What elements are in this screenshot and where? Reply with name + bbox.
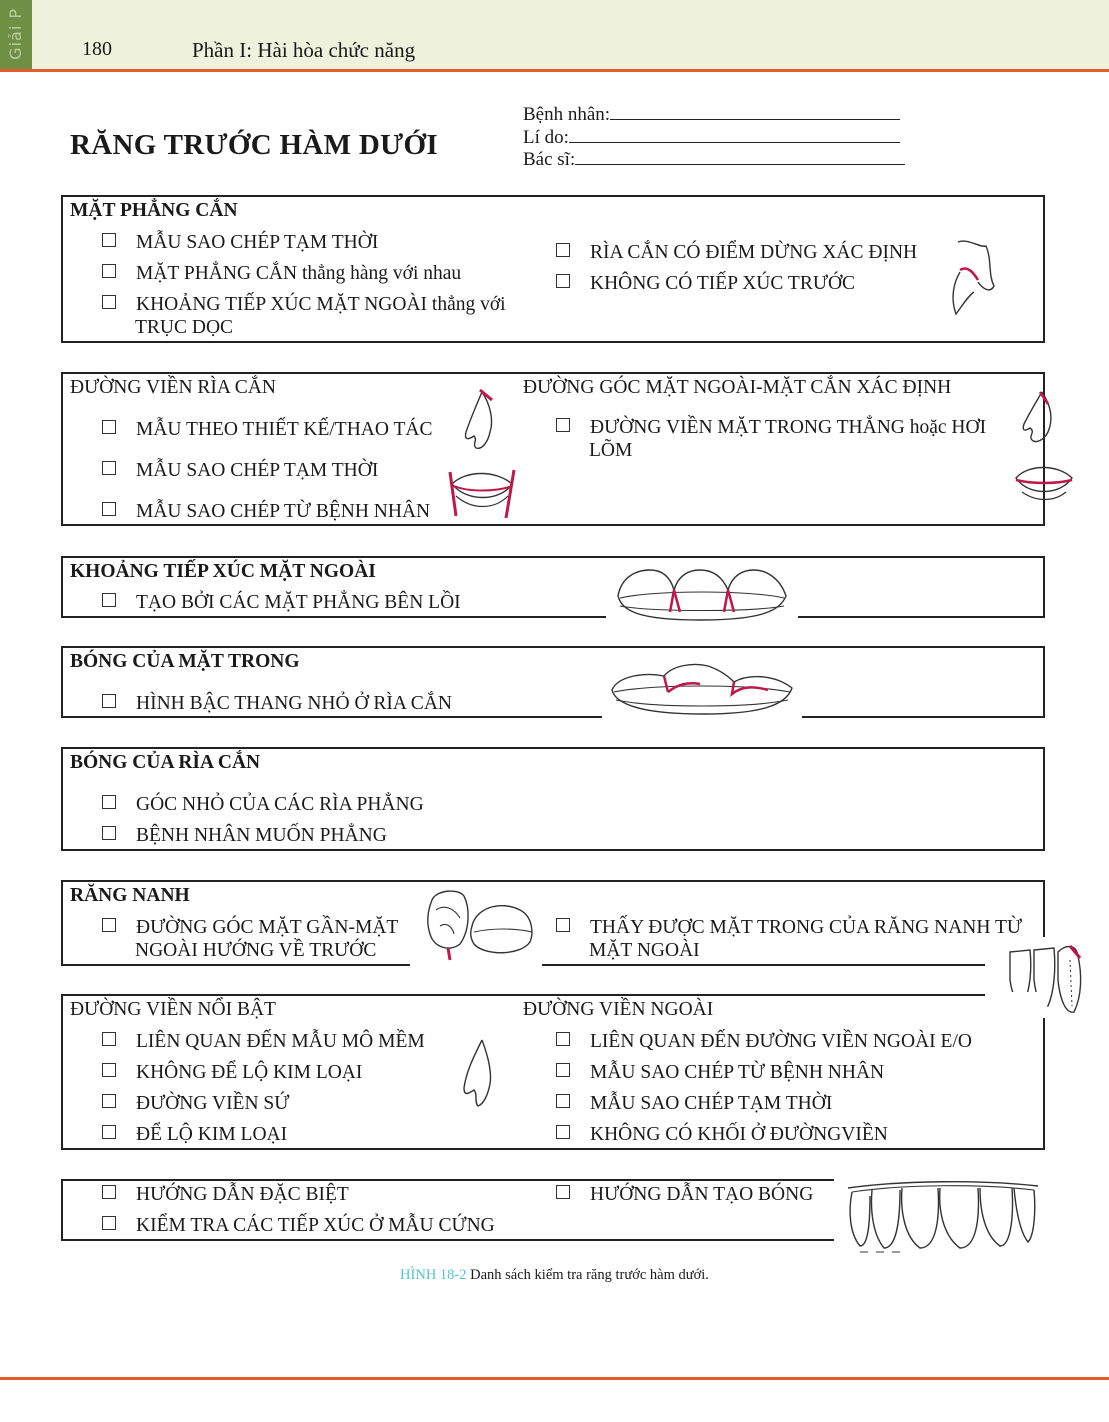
section-heading: BÓNG CỦA MẶT TRONG	[70, 651, 300, 672]
doctor-field[interactable]: Bác sĩ:	[523, 149, 905, 171]
checkbox[interactable]	[556, 1185, 570, 1199]
checklist-item[interactable]: MẪU SAO CHÉP TỪ BỆNH NHÂN	[556, 1061, 884, 1084]
checklist-item[interactable]: ĐỂ LỘ KIM LOẠI	[102, 1123, 287, 1146]
caption-text: Danh sách kiểm tra răng trước hàm dưới.	[470, 1267, 709, 1283]
checklist-item[interactable]: RÌA CẮN CÓ ĐIỂM DỪNG XÁC ĐỊNH	[556, 241, 917, 264]
incisal-arch-sketch	[1010, 462, 1076, 506]
lingual-step-sketch	[608, 662, 798, 720]
checkbox[interactable]	[556, 418, 570, 432]
incisor-contour-sketch	[456, 1036, 502, 1110]
figure-label: HÌNH 18-2	[400, 1267, 467, 1283]
section-heading: ĐƯỜNG GÓC MẶT NGOÀI-MẶT CẮN XÁC ĐỊNH	[523, 377, 952, 398]
checkbox[interactable]	[102, 1216, 116, 1230]
incisor-profile-sketch	[1018, 388, 1060, 448]
checkbox[interactable]	[102, 1094, 116, 1108]
checkbox[interactable]	[102, 233, 116, 247]
section-heading: MẶT PHẲNG CẮN	[70, 200, 238, 221]
checkbox[interactable]	[556, 1125, 570, 1139]
checklist-item[interactable]: MẪU SAO CHÉP TỪ BỆNH NHÂN	[102, 500, 430, 523]
checkbox[interactable]	[102, 918, 116, 932]
checklist-item[interactable]: KHÔNG CÓ KHỐI Ở ĐƯỜNGVIỀN	[556, 1123, 888, 1146]
header-divider	[0, 69, 1109, 72]
checklist-item[interactable]: HÌNH BẬC THANG NHỎ Ở RÌA CẮN	[102, 692, 452, 715]
checklist-item[interactable]: HƯỚNG DẪN TẠO BÓNG	[556, 1183, 813, 1206]
checklist-item[interactable]: LIÊN QUAN ĐẾN MẪU MÔ MỀM	[102, 1030, 425, 1053]
page-number: 180	[82, 38, 112, 60]
checklist-item[interactable]: KHOẢNG TIẾP XÚC MẶT NGOÀI thẳng với TRỤC DỌC	[102, 293, 555, 339]
checkbox[interactable]	[556, 243, 570, 257]
checklist-item[interactable]: GÓC NHỎ CỦA CÁC RÌA PHẲNG	[102, 793, 424, 816]
section-heading: RĂNG NANH	[70, 885, 190, 906]
side-tab: Giải P	[0, 0, 32, 70]
checkbox[interactable]	[102, 461, 116, 475]
checklist-item[interactable]: HƯỚNG DẪN ĐẶC BIỆT	[102, 1183, 349, 1206]
checkbox[interactable]	[102, 795, 116, 809]
checkbox[interactable]	[102, 264, 116, 278]
checkbox[interactable]	[102, 502, 116, 516]
section-heading: ĐƯỜNG VIỀN NỔI BẬT	[70, 999, 276, 1020]
checkbox[interactable]	[102, 1032, 116, 1046]
checklist-item[interactable]: KIỂM TRA CÁC TIẾP XÚC Ở MẪU CỨNG	[102, 1214, 495, 1237]
checkbox[interactable]	[102, 593, 116, 607]
checklist-item[interactable]: MẪU SAO CHÉP TẠM THỜI	[102, 231, 378, 254]
section-heading: BÓNG CỦA RÌA CẮN	[70, 752, 261, 773]
checkbox[interactable]	[102, 826, 116, 840]
checklist-item[interactable]: LIÊN QUAN ĐẾN ĐƯỜNG VIỀN NGOÀI E/O	[556, 1030, 972, 1053]
checkbox[interactable]	[102, 420, 116, 434]
patient-field[interactable]: Bệnh nhân:	[523, 104, 900, 126]
running-header	[0, 0, 1109, 70]
checklist-item[interactable]: ĐƯỜNG VIỀN SỨ	[102, 1092, 289, 1115]
checkbox[interactable]	[556, 1063, 570, 1077]
checkbox[interactable]	[556, 274, 570, 288]
checkbox[interactable]	[556, 1032, 570, 1046]
footer-divider	[0, 1377, 1109, 1380]
section-heading: KHOẢNG TIẾP XÚC MẶT NGOÀI	[70, 561, 376, 582]
reason-field[interactable]: Lí do:	[523, 127, 900, 149]
checkbox[interactable]	[556, 1094, 570, 1108]
checkbox[interactable]	[102, 1185, 116, 1199]
checklist-item[interactable]: KHÔNG ĐỂ LỘ KIM LOẠI	[102, 1061, 362, 1084]
checkbox[interactable]	[102, 295, 116, 309]
checklist-item[interactable]: BỆNH NHÂN MUỐN PHẲNG	[102, 824, 387, 847]
checkbox[interactable]	[102, 1063, 116, 1077]
checklist-item[interactable]: ĐƯỜNG VIỀN MẶT TRONG THẲNG hoặc HƠI LÕM	[556, 416, 1029, 462]
checkbox[interactable]	[556, 918, 570, 932]
checklist-item[interactable]: ĐƯỜNG GÓC MẶT GẦN-MẶT NGOÀI HƯỚNG VỀ TRƯỚC	[102, 916, 465, 962]
incisor-profile-sketch	[458, 386, 504, 456]
page-title: RĂNG TRƯỚC HÀM DƯỚI	[70, 129, 438, 161]
checkbox[interactable]	[102, 694, 116, 708]
checklist-item[interactable]: THẤY ĐƯỢC MẶT TRONG CỦA RĂNG NANH TỪ MẶT NGOÀI	[556, 916, 1059, 962]
checklist-item[interactable]: MẶT PHẲNG CẮN thẳng hàng với nhau	[102, 262, 461, 285]
checklist-item[interactable]: MẪU SAO CHÉP TẠM THỜI	[102, 459, 378, 482]
checklist-item[interactable]: TẠO BỞI CÁC MẶT PHẲNG BÊN LỒI	[102, 591, 461, 614]
section-heading: ĐƯỜNG VIỀN RÌA CẮN	[70, 377, 276, 398]
checkbox[interactable]	[102, 1125, 116, 1139]
incisor-contact-sketch	[940, 236, 1002, 320]
figure-caption	[0, 1267, 1109, 1284]
canine-sketch	[420, 886, 540, 966]
lower-arch-sketch	[844, 1176, 1042, 1254]
checklist-item[interactable]: KHÔNG CÓ TIẾP XÚC TRƯỚC	[556, 272, 855, 295]
incisal-arch-sketch	[446, 466, 518, 522]
checklist-item[interactable]: MẪU THEO THIẾT KẾ/THAO TÁC	[102, 418, 432, 441]
embrasure-sketch	[614, 566, 790, 624]
section-heading: ĐƯỜNG VIỀN NGOÀI	[523, 999, 714, 1020]
running-title: Phần I: Hài hòa chức năng	[192, 38, 416, 62]
checklist-item[interactable]: MẪU SAO CHÉP TẠM THỜI	[556, 1092, 832, 1115]
